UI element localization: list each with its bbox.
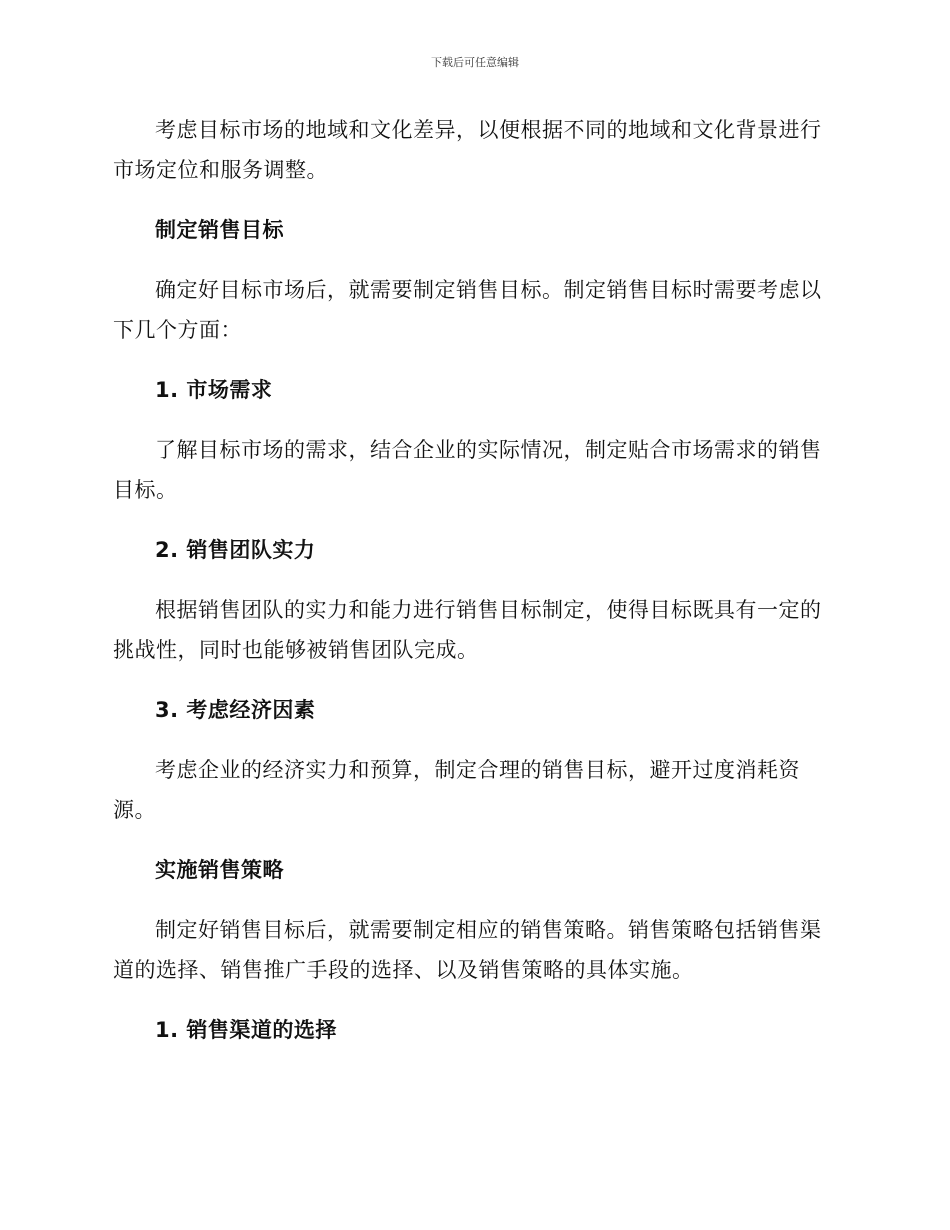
document-body [113, 110, 833, 1070]
heading-implement-sales-strategy: 实施销售策略 [155, 858, 284, 882]
paragraph-sales-team-strength: 根据销售团队的实力和能力进行销售目标制定，使得目标既具有一定的挑战性，同时也能够被销售团队完成。 [113, 598, 822, 662]
paragraph-economic-factors: 考虑企业的经济实力和预算，制定合理的销售目标，避开过度消耗资源。 [113, 758, 800, 822]
heading-sales-team-strength: 2. 销售团队实力 [155, 538, 316, 562]
page-header: 下载后可任意编辑 [431, 56, 519, 69]
paragraph-sales-strategy: 制定好销售目标后，就需要制定相应的销售策略。销售策略包括销售渠道的选择、销售推广手段的选择、以及销售策略的具体实施。 [113, 918, 822, 982]
heading-set-sales-targets: 制定销售目标 [155, 218, 284, 242]
heading-market-demand: 1. 市场需求 [155, 378, 273, 402]
paragraph-market-demand: 了解目标市场的需求，结合企业的实际情况，制定贴合市场需求的销售目标。 [113, 438, 822, 502]
heading-sales-channel-selection: 1. 销售渠道的选择 [155, 1018, 337, 1042]
heading-economic-factors: 3. 考虑经济因素 [155, 698, 316, 722]
paragraph-sales-target-intro: 确定好目标市场后，就需要制定销售目标。制定销售目标时需要考虑以下几个方面： [113, 278, 822, 342]
paragraph-regional-cultural-differences: 考虑目标市场的地域和文化差异，以便根据不同的地域和文化背景进行市场定位和服务调整。 [113, 118, 822, 182]
